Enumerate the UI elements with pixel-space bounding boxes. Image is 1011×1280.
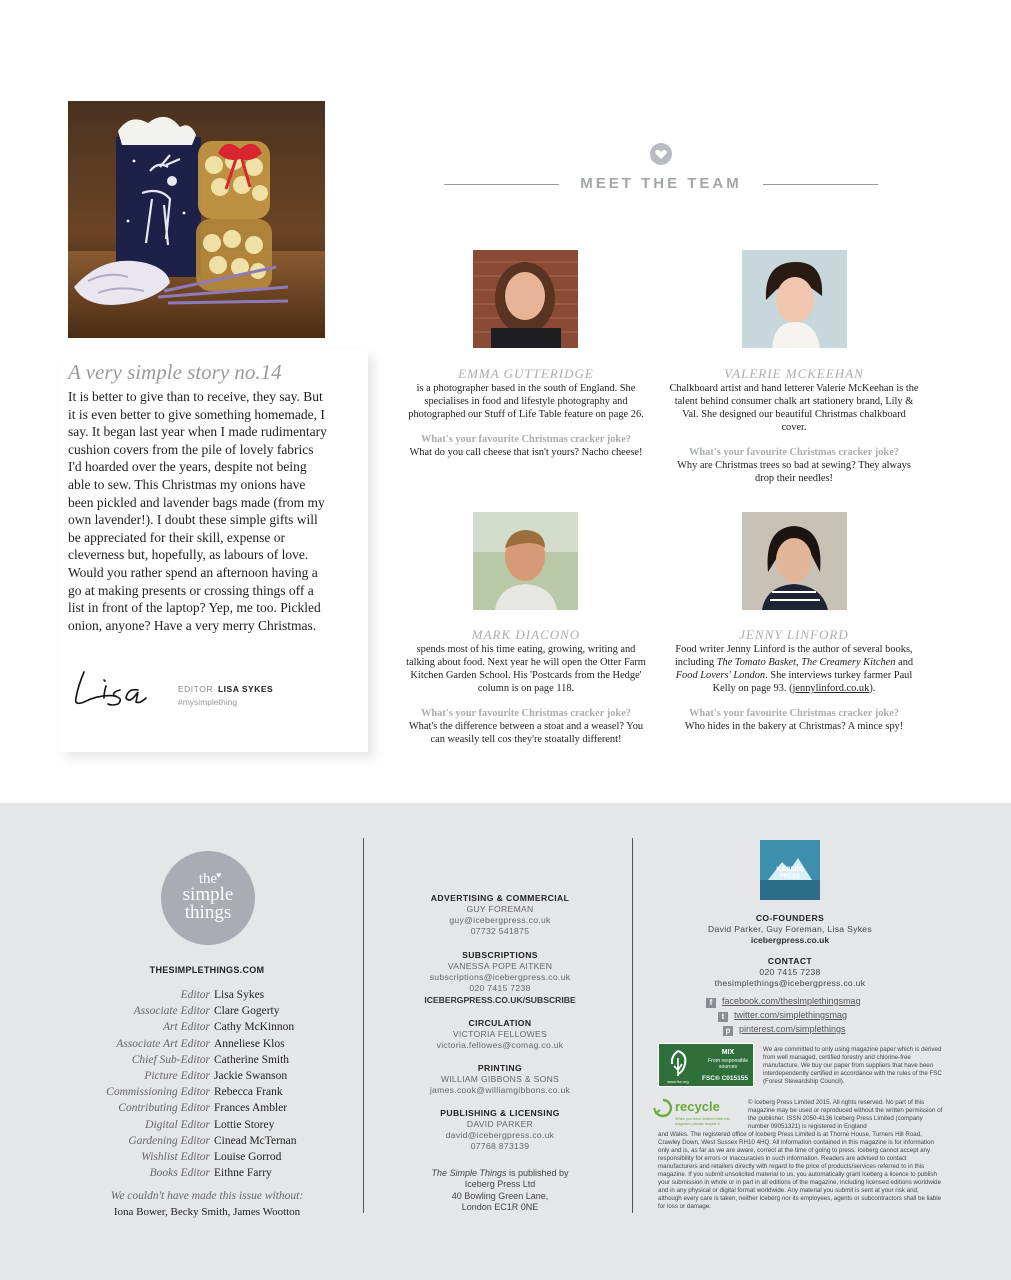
- fsc-sub: From responsible sources: [707, 1058, 749, 1070]
- publisher-address: [400, 1168, 600, 1214]
- credit-row: [82, 1117, 332, 1133]
- publisher-title: The Simple Things: [431, 1168, 507, 1178]
- editor-signature: [70, 664, 174, 710]
- publisher-line: 40 Bowling Green Lane,: [451, 1190, 549, 1201]
- credit-row: [82, 1084, 332, 1100]
- iceberg-press-logo: [760, 840, 820, 900]
- book-title: The Tomato Basket: [716, 657, 797, 668]
- portrait-valerie-mckeehan: [742, 250, 847, 348]
- credit-role: Chief Sub-Editor: [131, 1053, 210, 1066]
- credit-name: Eithne Farry: [214, 1167, 272, 1180]
- team-member-mark: [401, 627, 651, 746]
- book-title: Food Lovers' London: [675, 670, 766, 681]
- portrait-emma-gutteridge: [473, 250, 578, 348]
- pinterest-link[interactable]: [723, 1024, 923, 1036]
- portrait-mark-diacono: [473, 512, 578, 610]
- company-site[interactable]: icebergpress.co.uk: [750, 935, 830, 946]
- fsc-code: FSC® C015155: [702, 1075, 748, 1082]
- staff-credits: [82, 987, 332, 1181]
- meet-the-team-heading: MEET THE TEAM: [580, 175, 742, 192]
- credit-name: Cinead McTernan: [214, 1134, 297, 1147]
- contact-heading: CONTACT: [767, 956, 813, 966]
- credit-name: Clare Gogerty: [214, 1005, 280, 1018]
- contact-block: [660, 956, 920, 989]
- recycle-badge: [653, 1097, 743, 1129]
- cofounders-heading: CO-FOUNDERS: [755, 913, 825, 923]
- portrait-jenny-linford: [742, 512, 847, 610]
- heading-rule-left: [444, 184, 559, 185]
- member-name: VALERIE MCKEEHAN: [724, 366, 864, 381]
- contact-name: VANESSA POPE AITKEN: [447, 961, 553, 971]
- credit-role: Associate Art Editor: [116, 1037, 210, 1050]
- team-member-emma: [401, 366, 651, 459]
- publishing-contact: [400, 1108, 600, 1153]
- cofounders-block: [660, 913, 920, 946]
- member-bio: spends most of his time eating, growing, writing and talking about food. Next year he will open the Otter Farm Kitchen Garden School. His 'Postcards from the Hedge' column is on page 118.: [406, 644, 646, 694]
- contact-phone: 020 7415 7238: [469, 983, 531, 994]
- book-title: The Creamery Kitchen: [801, 657, 896, 668]
- credit-role: Editor: [180, 989, 210, 1001]
- contact-name: WILLIAM GIBBONS & SONS: [440, 1074, 560, 1084]
- contact-name: GUY FOREMAN: [466, 904, 534, 914]
- member-answer: What do you call cheese that isn't yours? Nacho cheese!: [409, 447, 643, 458]
- bio-text: . She interviews turkey farmer Paul Kelly on page 93. (: [712, 670, 913, 694]
- contact-email[interactable]: thesimplethings@icebergpress.co.uk: [714, 978, 866, 989]
- member-question: What's your favourite Christmas cracker joke?: [421, 708, 631, 719]
- credit-row: [82, 1019, 332, 1035]
- contact-phone: 07768 873139: [470, 1141, 530, 1152]
- contact-email[interactable]: victoria.fellowes@comag.co.uk: [436, 1040, 564, 1051]
- member-answer: What's the difference between a stoat and a weasel? You can weasily tell cos they're stoatally different!: [408, 721, 644, 745]
- credit-row: [82, 1165, 332, 1181]
- fsc-statement: We are committed to only using magazine paper which is derived from well managed, certified forestry and chlorine-free manufacture. We buy our paper from suppliers that have been interdependently certified in accordance with the rules of the FSC (Forest Stewardship Council).: [763, 1046, 942, 1085]
- story-title: A very simple story no.14: [68, 360, 282, 384]
- credit-row: [82, 987, 332, 1003]
- twitter-link[interactable]: [718, 1010, 918, 1022]
- credit-name: Cathy McKinnon: [214, 1021, 295, 1034]
- twitter-icon: t: [718, 1012, 728, 1022]
- credit-name: Catherine Smith: [214, 1053, 290, 1066]
- credit-role: Books Editor: [149, 1167, 210, 1180]
- gift-jars-photo: [68, 101, 325, 338]
- cofounders-names: David Parker, Guy Foreman, Lisa Sykes: [708, 924, 872, 934]
- member-bio: Chalkboard artist and hand letterer Valerie McKeehan is the talent behind consumer chalk art stationery brand, Lily & Val. She designed our beautiful Christmas chalkboard cover.: [669, 383, 919, 433]
- credit-name: Lottie Storey: [214, 1118, 275, 1131]
- logo-simple: simple: [182, 884, 234, 905]
- legal-copyright: © Iceberg Press Limited 2015. All rights reserved. No part of this magazine may be used or reproduced without the written permission of the publisher. ISSN 2050-4136 Iceberg Press Limited (company number 09051321) is registered in England: [748, 1099, 943, 1130]
- contact-heading: CIRCULATION: [468, 1018, 532, 1028]
- heading-rule-right: [763, 184, 878, 185]
- facebook-link[interactable]: [706, 996, 906, 1008]
- team-member-valerie: [669, 366, 919, 485]
- facebook-url: facebook.com/thesimplethingsmag: [722, 996, 861, 1006]
- the-simple-things-logo: [161, 851, 255, 945]
- subscribe-url[interactable]: ICEBERGPRESS.CO.UK/SUBSCRIBE: [424, 994, 576, 1005]
- credit-name: Jackie Swanson: [214, 1070, 288, 1083]
- credit-name: Louise Gorrod: [214, 1151, 282, 1164]
- member-answer: Why are Christmas trees so bad at sewing? They always drop their needles!: [677, 460, 911, 484]
- thanks-title: We couldn't have made this issue without:: [110, 1190, 304, 1202]
- advertising-contact: [400, 893, 600, 938]
- credit-row: [82, 1003, 332, 1019]
- member-question: What's your favourite Christmas cracker joke?: [689, 447, 899, 458]
- bio-text: ,: [796, 657, 802, 668]
- credit-role: Gardening Editor: [128, 1134, 210, 1147]
- credit-role: Contributing Editor: [118, 1102, 210, 1115]
- contact-email[interactable]: subscriptions@icebergpress.co.uk: [429, 972, 571, 983]
- credit-role: Commissioning Editor: [106, 1086, 210, 1099]
- subscriptions-contact: [400, 950, 600, 1006]
- credit-row: [82, 1100, 332, 1116]
- logo-iceberg-text: ICEBERG: [776, 867, 804, 873]
- column-divider: [363, 838, 364, 1213]
- contact-phone: 07732 541875: [470, 926, 530, 937]
- contact-email[interactable]: david@icebergpress.co.uk: [445, 1130, 555, 1141]
- credit-role: Associate Editor: [133, 1005, 210, 1018]
- credit-row: [82, 1133, 332, 1149]
- editor-letter-body: It is better to give than to receive, they say. But it is even better to give something homemade, I say. It began last year when I made rudimentary cushion covers from the pile of lovely fabrics I'd hoarded over the years, despite not being able to sew. This Christmas my onions have been pickled and lavender bags made (from my own lavender!). I doubt these simple gifts will be appreciated for their skill, expense or cleverness but, hopefully, as labours of love. Would you rather spend an afternoon having a go at making presents or crossing things off a list in front of the laptop? Yep, me too. Pickled onion, anyone? Have a very merry Christmas.: [68, 389, 327, 633]
- credit-role: Digital Editor: [145, 1118, 210, 1131]
- contact-email[interactable]: guy@icebergpress.co.uk: [449, 915, 551, 926]
- member-bio: is a photographer based in the south of England. She specialises in food and lifestyle photography and photographed our Stuff of Life Table feature on page 26.: [408, 383, 644, 420]
- credit-name: Lisa Sykes: [214, 989, 265, 1001]
- contact-name: DAVID PARKER: [466, 1119, 534, 1129]
- facebook-icon: f: [706, 998, 716, 1008]
- recycle-icon: [653, 1098, 673, 1118]
- member-answer: Who hides in the bakery at Christmas? A mince spy!: [684, 721, 904, 732]
- publisher-line: London EC1R 0NE: [461, 1202, 539, 1213]
- credit-role: Picture Editor: [144, 1070, 210, 1083]
- recycle-sub: When you have finished with this magazine please recycle it.: [675, 1117, 731, 1126]
- credit-row: [82, 1036, 332, 1052]
- member-question: What's your favourite Christmas cracker joke?: [421, 434, 631, 445]
- contact-phone: 020 7415 7238: [759, 967, 821, 977]
- hashtag: #mysimplething: [178, 697, 238, 707]
- contact-heading: PUBLISHING & LICENSING: [440, 1108, 560, 1118]
- member-name: JENNY LINFORD: [739, 627, 849, 642]
- column-divider: [632, 838, 633, 1213]
- credit-role: Wishlist Editor: [141, 1151, 210, 1164]
- fsc-www: www.fsc.org: [667, 1079, 689, 1084]
- editor-name: LISA SYKES: [217, 684, 274, 694]
- pinterest-icon: p: [723, 1026, 733, 1036]
- logo-things: things: [184, 902, 232, 923]
- publisher-line: Iceberg Press Ltd: [464, 1179, 536, 1190]
- bio-text: Food writer Jenny Linford is the author of several books, including: [674, 644, 913, 668]
- recycle-word: recycle: [675, 1099, 720, 1114]
- contact-name: VICTORIA FELLOWES: [452, 1029, 548, 1039]
- contact-heading: ADVERTISING & COMMERCIAL: [430, 893, 570, 903]
- credit-name: Rebecca Frank: [214, 1086, 283, 1099]
- logo-the: the: [198, 871, 218, 887]
- heart-icon: [650, 143, 672, 165]
- fsc-badge: [658, 1043, 754, 1087]
- twitter-url: twitter.com/simplethingsmag: [734, 1010, 848, 1020]
- contact-heading: SUBSCRIPTIONS: [462, 950, 538, 960]
- editor-label: EDITOR: [178, 684, 213, 694]
- member-bio: [669, 643, 919, 695]
- credit-name: Frances Ambler: [214, 1102, 288, 1115]
- editor-credit: [178, 684, 273, 694]
- member-question: What's your favourite Christmas cracker joke?: [689, 708, 899, 719]
- fsc-tree-icon: [663, 1048, 693, 1078]
- publisher-rest: is published by: [506, 1168, 569, 1178]
- publisher-line: [400, 1168, 600, 1179]
- credit-name: Anneliese Klos: [214, 1037, 285, 1050]
- logo-press-text: PRESS: [779, 874, 801, 880]
- team-member-jenny: [669, 627, 919, 733]
- legal-notice: and Wales. The registered office of Iceberg Press Limited is at Thorne House, Turners Hill Road, Crawley Down, West Sussex RH10 4HQ. All information contained in this magazine is for information only and is, as far as we are aware, correct at the time of going to press. Iceberg cannot accept any responsibility for errors or inaccuracies in such information. Readers are advised to contact manufacturers and retailers directly with regard to the price of products/services referred to in this magazine. If you submit unsolicited material to us, you automatically grant Iceberg a licence to publish your submission in whole or in part in all editions of the magazine, including licensed editions worldwide and in any physical or digital format worldwide. Any material you submit is sent at your risk and, although every care is taken, neither Iceberg nor its employees, agents or subcontractors shall be liable for loss or damage.: [658, 1131, 942, 1210]
- circulation-contact: [400, 1018, 600, 1051]
- thanks-names: Iona Bower, Becky Smith, James Wootton: [113, 1206, 301, 1218]
- fsc-mix: MIX: [721, 1049, 735, 1056]
- bio-text: and: [895, 657, 914, 668]
- site-url: THESIMPLETHINGS.COM: [149, 965, 265, 975]
- printing-contact: [400, 1063, 600, 1096]
- member-name: EMMA GUTTERIDGE: [458, 366, 594, 381]
- credit-row: [82, 1052, 332, 1068]
- heart-icon: ♥: [216, 870, 222, 880]
- contact-heading: PRINTING: [477, 1063, 523, 1073]
- website-link[interactable]: jennylinford.co.uk: [792, 683, 870, 694]
- credit-row: [82, 1068, 332, 1084]
- credit-row: [82, 1149, 332, 1165]
- pinterest-url: pinterest.com/simplethings: [739, 1024, 846, 1034]
- member-name: MARK DIACONO: [471, 627, 581, 642]
- credit-role: Art Editor: [163, 1021, 210, 1034]
- contact-email[interactable]: james.cook@williamgibbons.co.uk: [429, 1085, 571, 1096]
- bio-text: ).: [869, 683, 876, 694]
